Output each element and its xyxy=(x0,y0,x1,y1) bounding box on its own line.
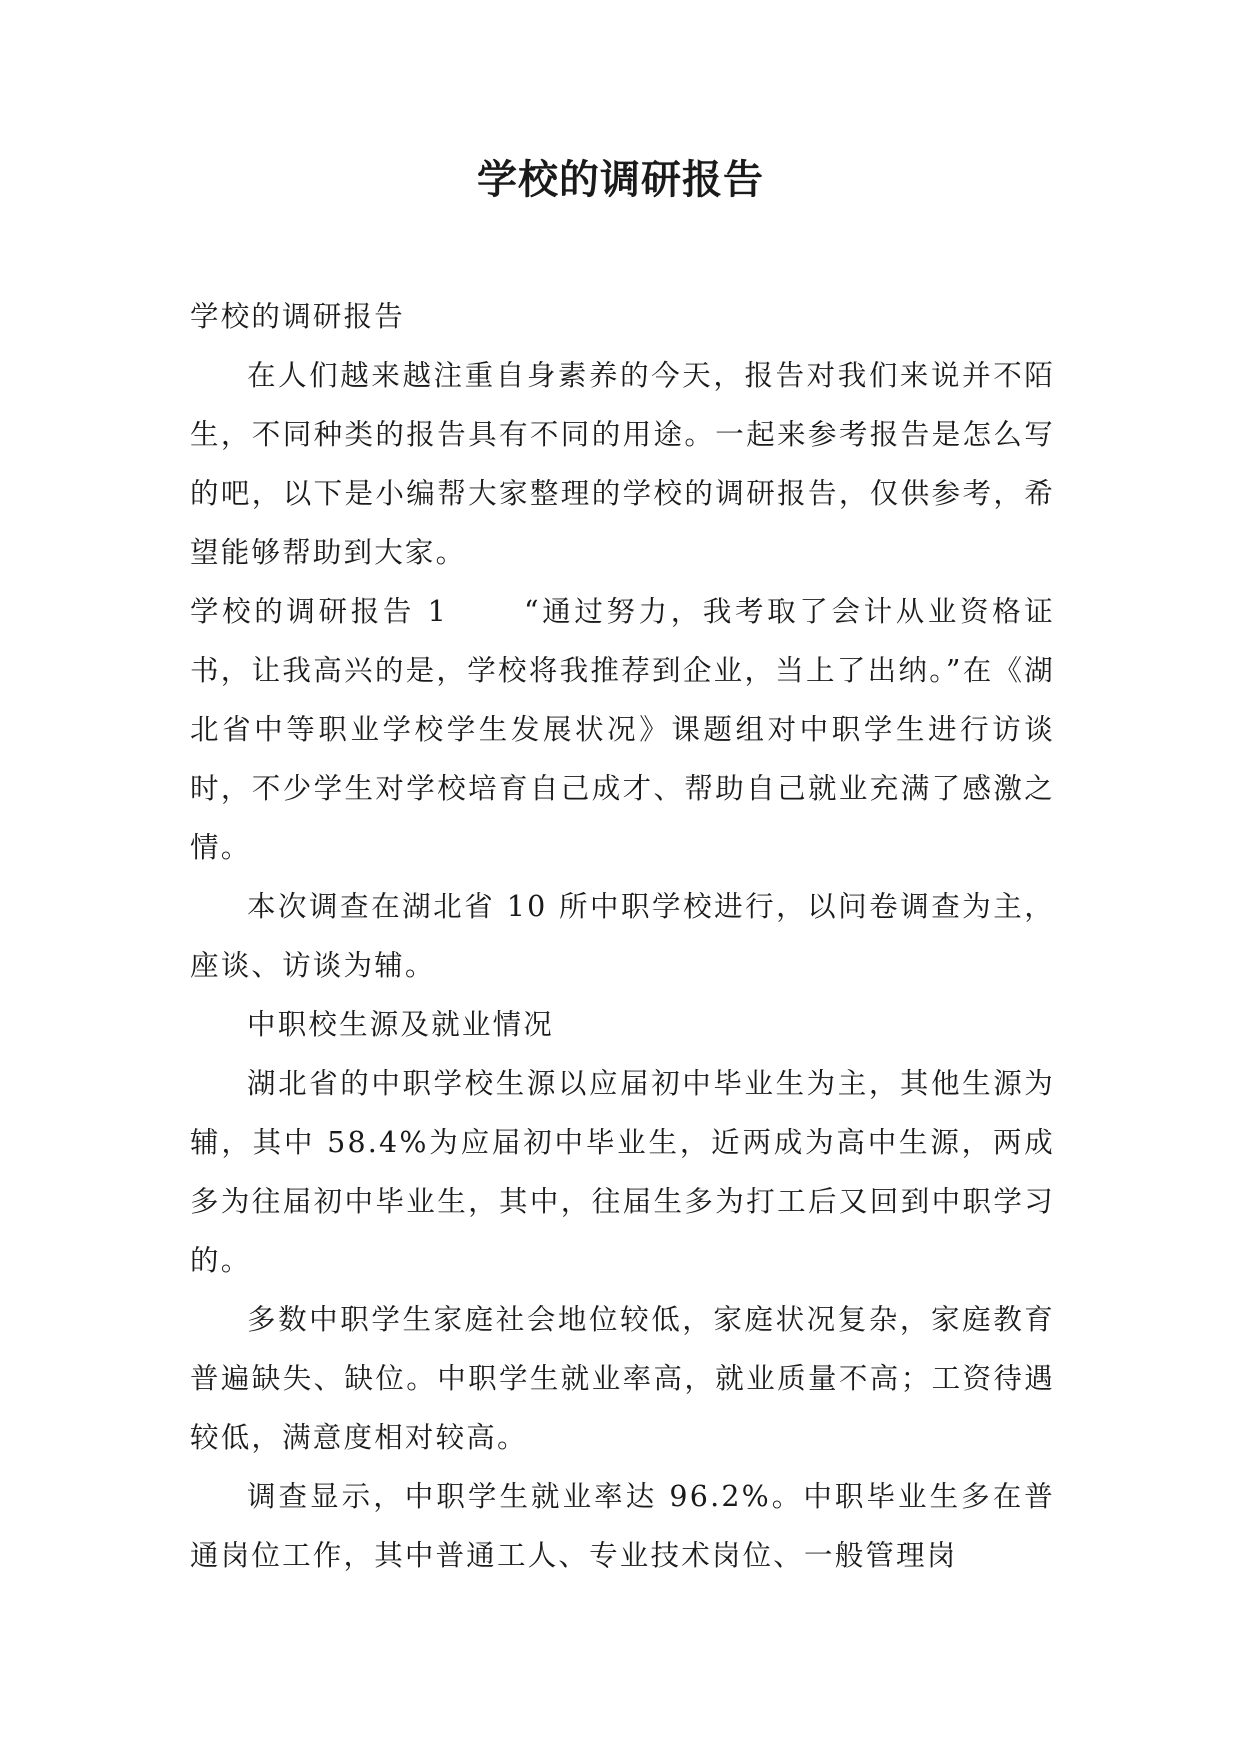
report-1-heading: 学校的调研报告 1 xyxy=(190,595,448,628)
employment-rate-paragraph: 调查显示，中职学生就业率达 96.2%。中职毕业生多在普通岗位工作，其中普通工人、专业技术岗位、一般管理岗 xyxy=(190,1480,1055,1572)
subtitle-paragraph: 学校的调研报告 xyxy=(190,300,405,333)
report-1-paragraph xyxy=(190,582,1055,877)
intro-paragraph: 在人们越来越注重自身素养的今天，报告对我们来说并不陌生，不同种类的报告具有不同的用途。一起来参考报告是怎么写的吧，以下是小编帮大家整理的学校的调研报告，仅供参考，希望能够帮助到大家。 xyxy=(190,359,1055,569)
document-body xyxy=(190,287,1055,1585)
section-heading-paragraph: 中职校生源及就业情况 xyxy=(247,1008,555,1041)
survey-paragraph: 本次调查在湖北省 10 所中职学校进行，以问卷调查为主，座谈、访谈为辅。 xyxy=(190,890,1055,982)
report-1-text: “通过努力，我考取了会计从业资格证书，让我高兴的是，学校将我推荐到企业，当上了出纳。”在《湖北省中等职业学校学生发展状况》课题组对中职学生进行访谈时，不少学生对学校培育自己成才、帮助自己就业充满了感激之情。 xyxy=(190,595,1055,864)
student-source-paragraph: 湖北省的中职学校生源以应届初中毕业生为主，其他生源为辅，其中 58.4%为应届初中毕业生，近两成为高中生源，两成多为往届初中毕业生，其中，往届生多为打工后又回到中职学习的。 xyxy=(190,1067,1055,1277)
family-status-paragraph: 多数中职学生家庭社会地位较低，家庭状况复杂，家庭教育普遍缺失、缺位。中职学生就业率高，就业质量不高；工资待遇较低，满意度相对较高。 xyxy=(190,1303,1055,1454)
document-title: 学校的调研报告 xyxy=(477,156,764,203)
